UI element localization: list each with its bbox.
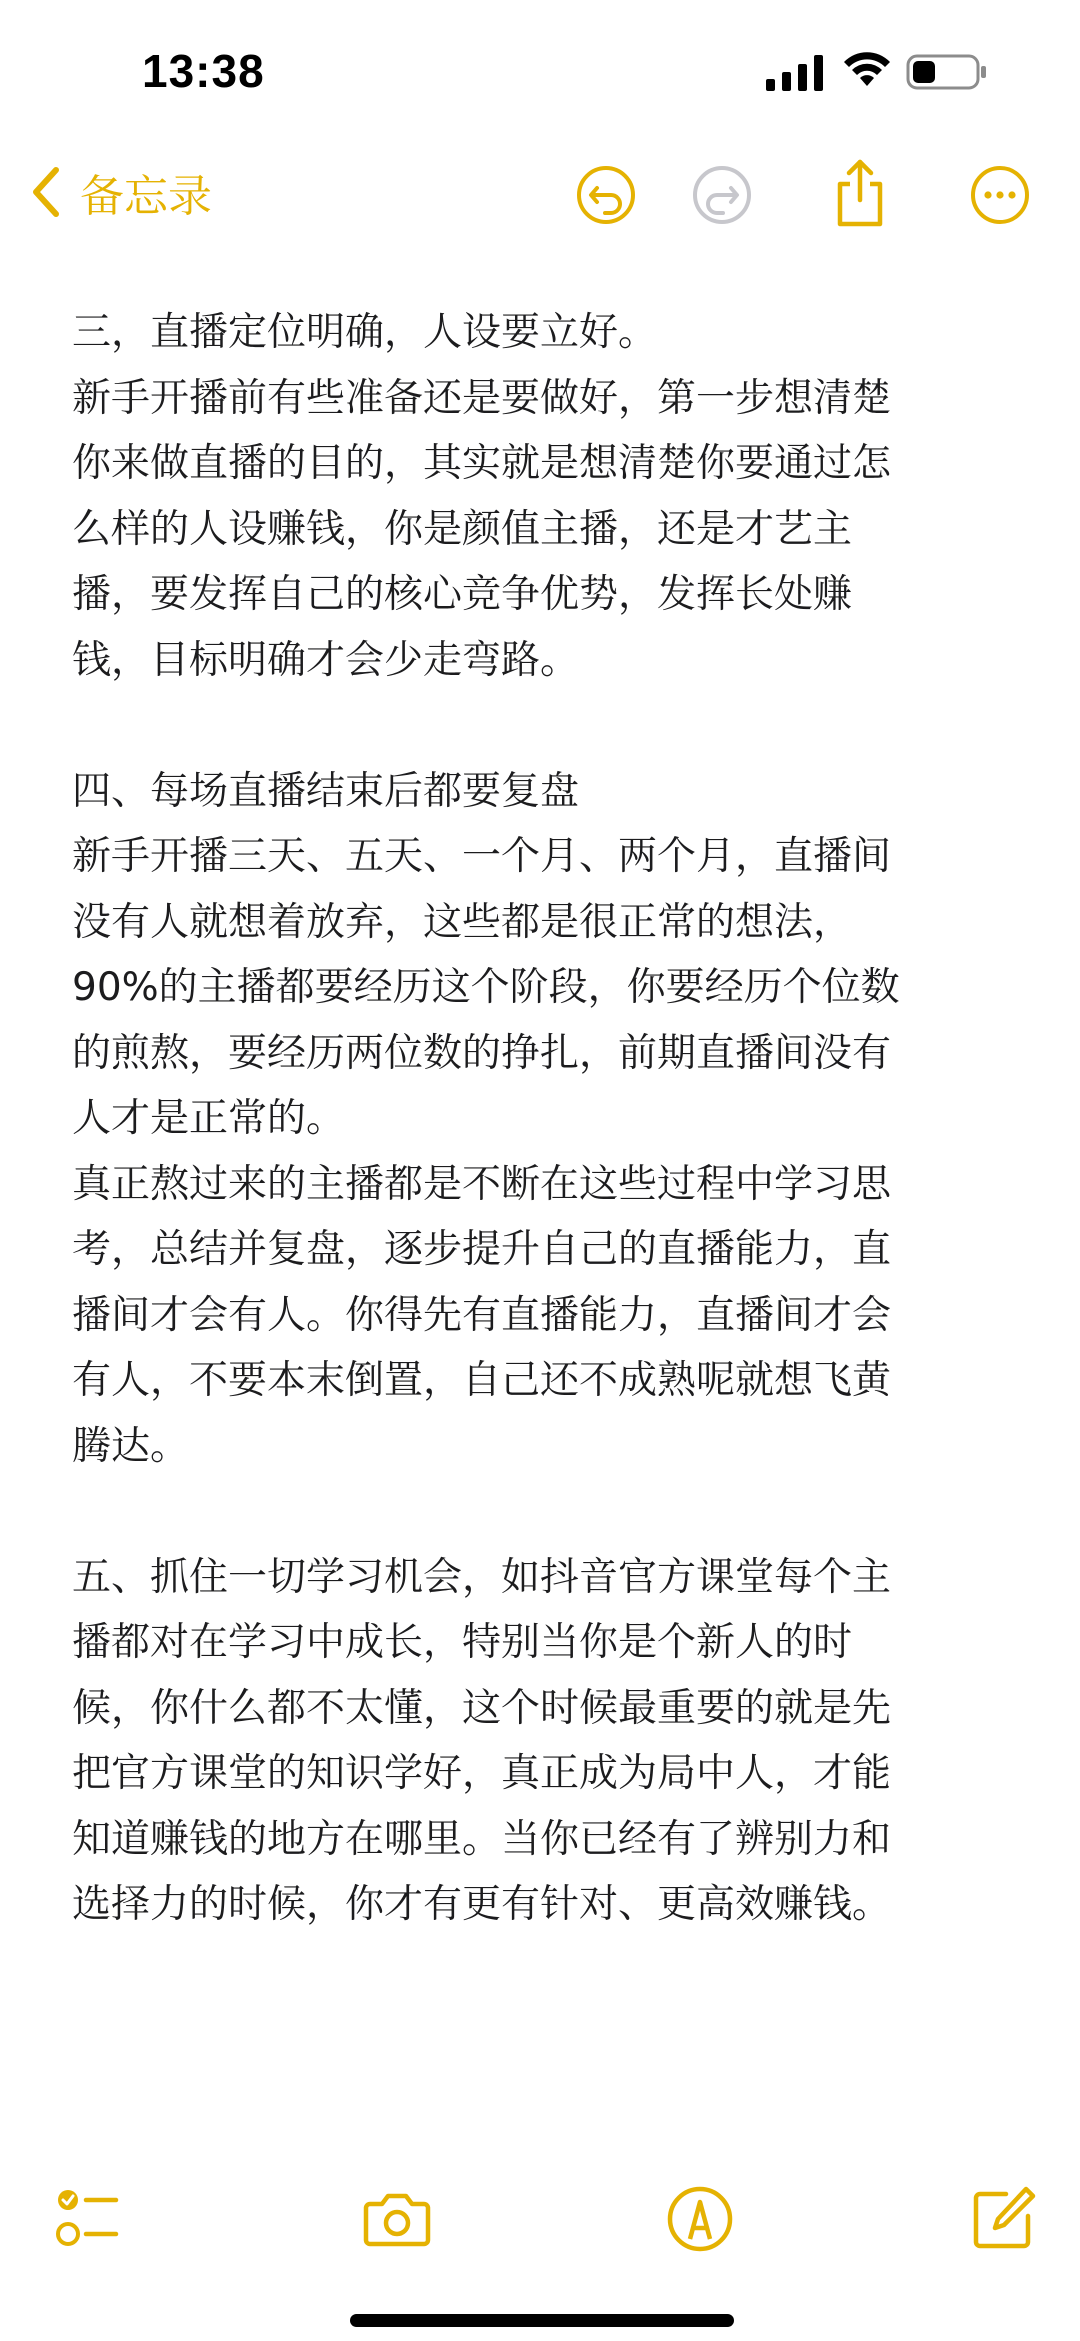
more-icon[interactable]: [969, 164, 1031, 226]
status-time: 13:38: [142, 45, 265, 97]
blank-line: [72, 693, 1012, 759]
wifi-icon: [842, 50, 892, 90]
note-line: 人才是正常的。: [72, 1096, 346, 1141]
note-line: 腾达。: [72, 1423, 190, 1469]
note-line: 么样的人设赚钱，你是颜值主播，还是才艺主: [72, 506, 853, 552]
checklist-icon[interactable]: [54, 2184, 124, 2254]
cellular-signal-icon: [766, 55, 826, 91]
note-line: 新手开播三天、五天、一个月、两个月，直播间: [72, 834, 892, 879]
status-bar: [0, 0, 1080, 140]
note-line: 四、每场直播结束后都要复盘: [72, 768, 580, 814]
home-indicator: [350, 2314, 734, 2327]
note-line: 钱，目标明确才会少走弯路。: [72, 637, 580, 683]
note-line: 没有人就想着放弃，这些都是很正常的想法，: [72, 899, 853, 945]
battery-icon: [906, 52, 990, 92]
note-line: 考，总结并复盘，逐步提升自己的直播能力，直: [72, 1227, 892, 1272]
back-button[interactable]: [28, 162, 212, 222]
blank-line: [72, 1479, 1012, 1545]
note-line: 选择力的时候，你才有更有针对、更高效赚钱。: [72, 1882, 892, 1927]
markup-pen-icon[interactable]: [665, 2184, 735, 2254]
share-icon[interactable]: [832, 158, 888, 228]
compose-icon[interactable]: [968, 2184, 1038, 2254]
note-line: 播，要发挥自己的核心竞争优势，发挥长处赚: [72, 572, 853, 617]
chevron-left-icon: [28, 166, 62, 218]
note-line: 播都对在学习中成长，特别当你是个新人的时: [72, 1620, 853, 1665]
note-line: 播间才会有人。你得先有直播能力，直播间才会: [72, 1292, 892, 1338]
note-line: 90%的主播都要经历这个阶段，你要经历个位数: [72, 965, 900, 1010]
note-line: 你来做直播的目的，其实就是想清楚你要通过怎: [72, 441, 892, 486]
note-line: 把官方课堂的知识学好，真正成为局中人，才能: [72, 1751, 892, 1796]
note-line: 三，直播定位明确，人设要立好。: [72, 310, 658, 355]
note-line: 有人，不要本末倒置，自己还不成熟呢就想飞黄: [72, 1358, 892, 1403]
back-label: 备忘录: [80, 171, 212, 222]
undo-icon[interactable]: [575, 164, 637, 226]
camera-icon[interactable]: [362, 2184, 432, 2254]
note-line: 知道赚钱的地方在哪里。当你已经有了辨别力和: [72, 1816, 892, 1862]
note-content[interactable]: [72, 300, 1012, 1938]
bottom-toolbar: [0, 2170, 1080, 2280]
navigation-bar: [0, 140, 1080, 250]
note-line: 的煎熬，要经历两位数的挣扎，前期直播间没有: [72, 1030, 892, 1076]
redo-icon[interactable]: [691, 164, 753, 226]
note-line: 五、抓住一切学习机会，如抖音官方课堂每个主: [72, 1554, 892, 1600]
note-line: 候，你什么都不太懂，这个时候最重要的就是先: [72, 1685, 892, 1731]
note-line: 新手开播前有些准备还是要做好，第一步想清楚: [72, 375, 892, 421]
note-line: 真正熬过来的主播都是不断在这些过程中学习思: [72, 1161, 892, 1207]
